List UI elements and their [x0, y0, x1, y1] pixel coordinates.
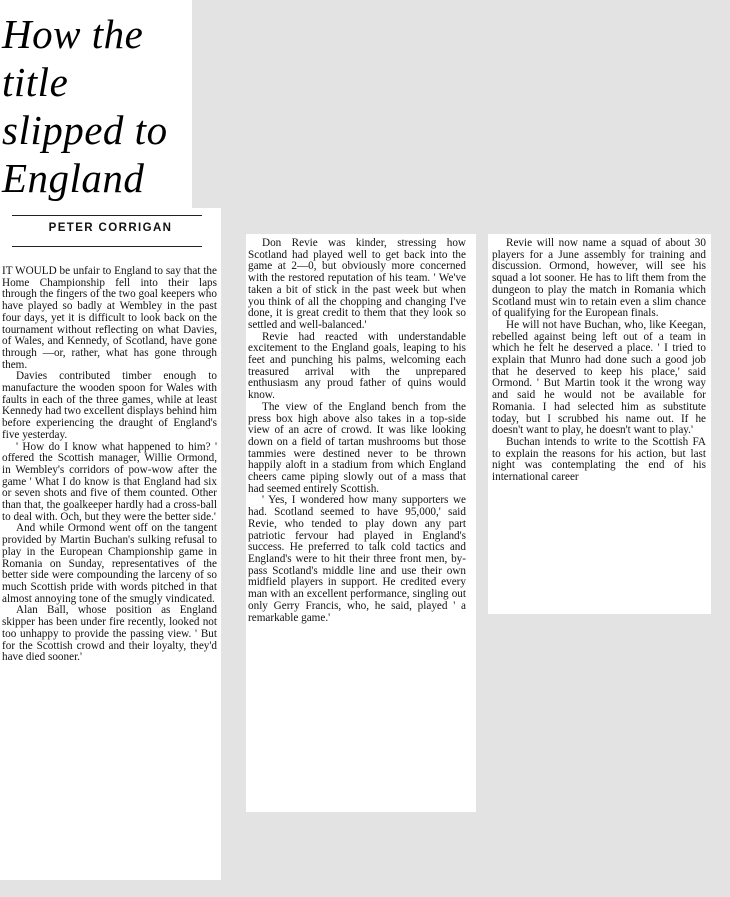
article-column-1 [2, 266, 217, 664]
paragraph: Davies contributed timber enough to manufacture the wooden spoon for Wales with faults in each of the three games, while at least Kennedy had two excellent displays behind him before experiencing the draught of England's five yesterday. [2, 370, 217, 441]
article-column-3 [492, 238, 706, 484]
headline [2, 10, 168, 202]
paragraph: The view of the England bench from the press box high above also takes in a top-side view of an acre of crowd. It was like looking down on a field of tartan mushrooms but those tammies were destined never to be thrown happily aloft in a stadium from which England cheers came piping slowly out of a mass that had seemed entirely Scottish. [248, 400, 466, 495]
paragraph: Alan Ball, whose position as England skipper has been under fire recently, looked not too unhappy to provide the passing view. ' But for the Scottish crowd and their loyalty, they'd have died sooner.' [2, 604, 217, 664]
headline-line: How the [2, 11, 144, 57]
paragraph: And while Ormond went off on the tangent provided by Martin Buchan's sulking refusal to play in the European Championship game in Romania on Sunday, representatives of the better side were compounding the larceny of so much Scottish pride with words pitched in that almost annoying tone of the smugly vindicated. [2, 522, 217, 605]
paragraph: He will not have Buchan, who, like Keegan, rebelled against being left out of a team in which he felt he deserved a place. ' I tried to explain that Munro had done such a good job that he deserved to keep his place,' said Ormond. ' But Martin took it the wrong way and said he would not be available for Romania. I had selected him as substitute today, but I scrubbed his name out. If he doesn't want to play, he doesn't want to play.' [492, 318, 706, 437]
headline-line: slipped to [2, 107, 168, 153]
byline-rule-top [12, 215, 202, 216]
paragraph: Revie will now name a squad of about 30 players for a June assembly for training and discussion. Ormond, however, will see his squad a lot sooner. He has to lift them from the dungeon to play the match in Romania which Scotland must win to retain even a slim chance of qualifying for the European finals. [492, 237, 706, 320]
headline-line: title [2, 59, 69, 105]
paragraph: Don Revie was kinder, stressing how Scotland had played well to get back into the game at 2—0, but obviously more concerned with the restored reputation of his team. ' We've taken a bit of stick in the past week but when you think of all the chopping and changing I've done, it is great credit to them that they look so settled and well-balanced.' [248, 237, 466, 331]
paragraph: Buchan intends to write to the Scottish FA to explain the reasons for his action, but last night was contemplating the end of his international career [492, 435, 706, 484]
byline-rule-bottom [12, 246, 202, 247]
paragraph: IT WOULD be unfair to England to say that the Home Championship fell into their laps through the fingers of the two goal keepers who have played so badly at Wembley in the past four days, yet it is difficult to look back on the tournament without reflecting on what Davies, of Wales, and Kennedy, of Scotland, have gone through —or, rather, what has gone through them. [2, 265, 217, 371]
article-column-2 [248, 238, 466, 624]
headline-line: England [2, 155, 145, 201]
byline: PETER CORRIGAN [48, 222, 173, 234]
paragraph: ' Yes, I wondered how many supporters we had. Scotland seemed to have 95,000,' said Revie, who tended to play down any part patriotic fervour had played in England's success. He preferred to talk cold tactics and England's were to hit their three front men, by-pass Scotland's middle line and use their own midfield players in support. He credited every man with an excellent performance, singling out only Gerry Francis, who, he said, played ' a remarkable game.' [248, 494, 466, 624]
paragraph: ' How do I know what happened to him? ' offered the Scottish manager, Willie Ormond, in Wembley's corridors of pow-wow after the game ' What I do know is that England had six or seven shots and five of them counted. Other than that, the goalkeeper hardly had a cross-ball to deal with. Och, but they were the better side.' [2, 440, 217, 523]
paragraph: Revie had reacted with understandable excitement to the England goals, leaping to his feet and punching his palms, welcoming each treasured arrival with the unprepared enthusiasm any proud father of quins would know. [248, 330, 466, 402]
